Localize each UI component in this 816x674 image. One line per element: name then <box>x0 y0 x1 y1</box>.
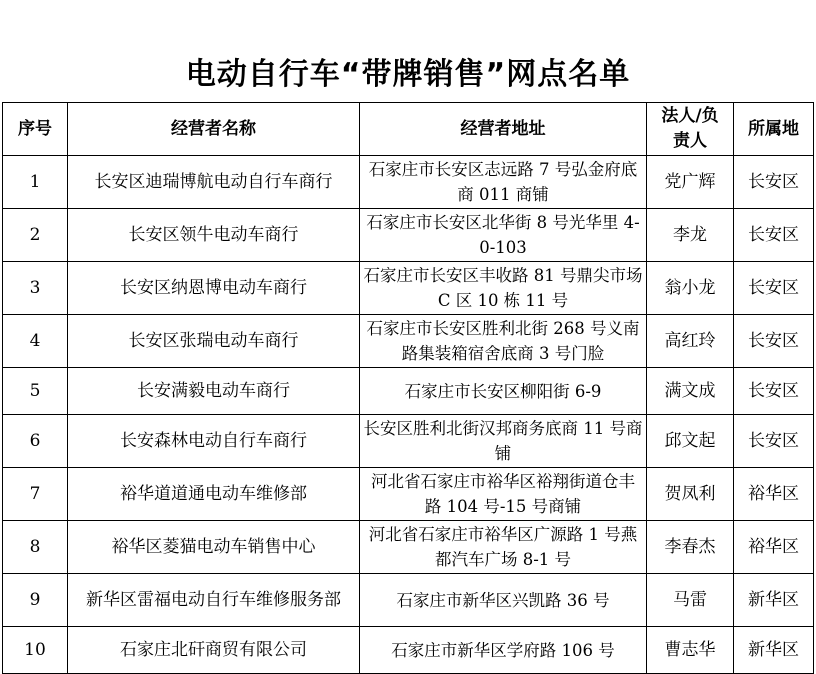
cell-address: 石家庄市新华区学府路 106 号 <box>360 627 647 674</box>
cell-name: 长安森林电动自行车商行 <box>68 415 360 468</box>
cell-no: 9 <box>3 574 68 627</box>
cell-person: 李春杰 <box>647 521 734 574</box>
cell-no: 6 <box>3 415 68 468</box>
table-row <box>3 209 814 262</box>
cell-area: 新华区 <box>734 574 814 627</box>
table-row <box>3 315 814 368</box>
cell-name: 长安区张瑞电动车商行 <box>68 315 360 368</box>
table-row <box>3 415 814 468</box>
cell-name: 长安区领牛电动车商行 <box>68 209 360 262</box>
header-name: 经营者名称 <box>68 103 360 156</box>
cell-no: 8 <box>3 521 68 574</box>
cell-area: 裕华区 <box>734 468 814 521</box>
header-person: 法人/负责人 <box>647 103 734 156</box>
cell-area: 长安区 <box>734 315 814 368</box>
cell-area: 长安区 <box>734 415 814 468</box>
cell-name: 新华区雷福电动自行车维修服务部 <box>68 574 360 627</box>
header-address: 经营者地址 <box>360 103 647 156</box>
cell-area: 长安区 <box>734 209 814 262</box>
cell-name: 裕华道道通电动车维修部 <box>68 468 360 521</box>
cell-area: 裕华区 <box>734 521 814 574</box>
cell-person: 贺凤利 <box>647 468 734 521</box>
cell-area: 长安区 <box>734 368 814 415</box>
cell-name: 石家庄北矸商贸有限公司 <box>68 627 360 674</box>
cell-no: 3 <box>3 262 68 315</box>
cell-address: 石家庄市长安区丰收路 81 号鼎尖市场 C 区 10 栋 11 号 <box>360 262 647 315</box>
cell-person: 党广辉 <box>647 156 734 209</box>
table-row <box>3 521 814 574</box>
cell-address: 石家庄市新华区兴凯路 36 号 <box>360 574 647 627</box>
cell-address: 河北省石家庄市裕华区广源路 1 号燕都汽车广场 8-1 号 <box>360 521 647 574</box>
cell-name: 长安区迪瑞博航电动自行车商行 <box>68 156 360 209</box>
cell-no: 7 <box>3 468 68 521</box>
dealer-table <box>2 102 814 674</box>
table-row <box>3 262 814 315</box>
cell-person: 李龙 <box>647 209 734 262</box>
cell-person: 高红玲 <box>647 315 734 368</box>
cell-person: 曹志华 <box>647 627 734 674</box>
cell-no: 2 <box>3 209 68 262</box>
table-row <box>3 156 814 209</box>
cell-no: 10 <box>3 627 68 674</box>
cell-person: 邱文起 <box>647 415 734 468</box>
header-area: 所属地 <box>734 103 814 156</box>
cell-name: 裕华区菱猫电动车销售中心 <box>68 521 360 574</box>
header-no: 序号 <box>3 103 68 156</box>
cell-no: 4 <box>3 315 68 368</box>
cell-address: 石家庄市长安区柳阳街 6-9 <box>360 368 647 415</box>
page-title: 电动自行车“带牌销售”网点名单 <box>185 57 631 92</box>
cell-area: 长安区 <box>734 156 814 209</box>
table-row <box>3 468 814 521</box>
table-row <box>3 368 814 415</box>
cell-area: 新华区 <box>734 627 814 674</box>
cell-name: 长安满毅电动车商行 <box>68 368 360 415</box>
cell-person: 满文成 <box>647 368 734 415</box>
cell-address: 石家庄市长安区北华街 8 号光华里 4-0-103 <box>360 209 647 262</box>
table-row <box>3 627 814 674</box>
cell-name: 长安区纳恩博电动车商行 <box>68 262 360 315</box>
table-row <box>3 574 814 627</box>
cell-address: 长安区胜利北街汉邦商务底商 11 号商铺 <box>360 415 647 468</box>
cell-person: 马雷 <box>647 574 734 627</box>
cell-address: 河北省石家庄市裕华区裕翔街道仓丰路 104 号-15 号商铺 <box>360 468 647 521</box>
cell-person: 翁小龙 <box>647 262 734 315</box>
cell-address: 石家庄市长安区志远路 7 号弘金府底商 011 商铺 <box>360 156 647 209</box>
cell-no: 5 <box>3 368 68 415</box>
cell-address: 石家庄市长安区胜利北街 268 号义南路集装箱宿舍底商 3 号门脸 <box>360 315 647 368</box>
cell-no: 1 <box>3 156 68 209</box>
table-header-row <box>3 103 814 156</box>
cell-area: 长安区 <box>734 262 814 315</box>
